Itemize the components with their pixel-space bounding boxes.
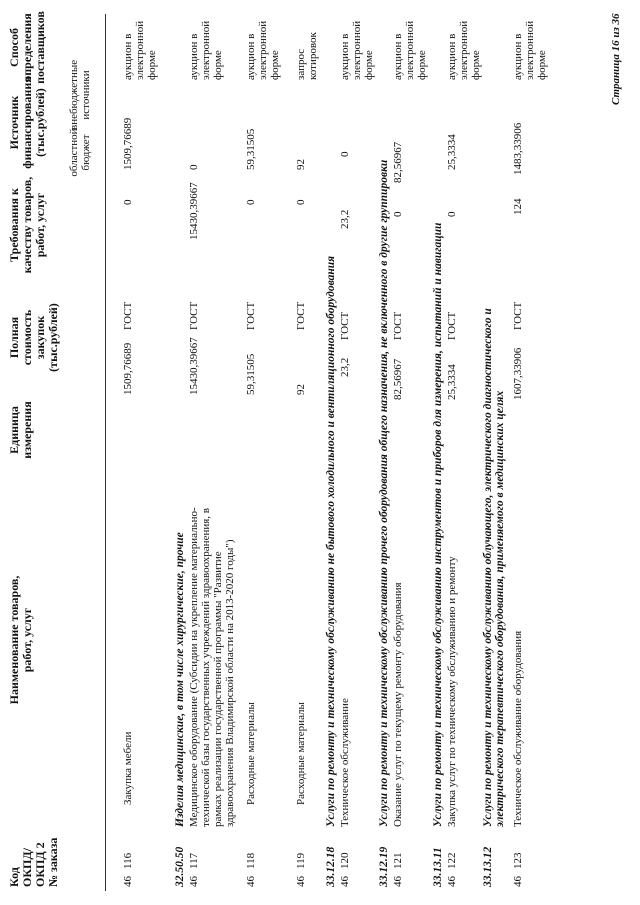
row-method: аукцион в электронной форме <box>245 20 281 80</box>
row-other: 25,3334 <box>446 134 458 170</box>
row-name: Расходные материалы <box>245 702 257 805</box>
row-num-1: 46 <box>188 876 200 887</box>
header-fin-budget <box>68 125 92 180</box>
header-code-line: ОКПД 2 <box>33 842 47 887</box>
row-cost: 1509,76689 <box>122 342 134 395</box>
header-divider <box>105 14 106 891</box>
row-num-1: 46 <box>245 876 257 887</box>
row-num-2: 123 <box>512 852 524 869</box>
section-code: 32.50.50 <box>174 846 186 887</box>
header-code-line: № заказа <box>46 837 60 887</box>
header-req-line: работ, услуг <box>33 192 47 258</box>
header-unit-line: Единица <box>7 406 21 454</box>
row-req: ГОСТ <box>188 301 200 330</box>
row-cost: 59,31505 <box>245 353 257 395</box>
header-fin-budget-line: бюджет <box>80 134 92 171</box>
row-name: Закупка услуг по техническому обслуживанию и ремонту <box>446 556 458 827</box>
row-num-2: 120 <box>339 852 351 869</box>
row-num-2: 117 <box>188 852 200 869</box>
section-title: Услуги по ремонту и техническому обслуживанию прочего оборудования общего назначения, не включенного в другие группировки <box>378 159 390 827</box>
row-num-1: 46 <box>122 876 134 887</box>
header-cost <box>8 290 60 385</box>
row-method: аукцион в электронной форме <box>392 20 428 80</box>
row-num-1: 46 <box>392 876 404 887</box>
header-unit <box>8 390 34 470</box>
header-name-line: Наименование товаров, <box>7 575 21 705</box>
header-fin-other-line: внебюджетные <box>68 59 80 130</box>
header-req-line: качеству товаров, <box>20 176 34 274</box>
row-cost: 23,2 <box>339 357 351 377</box>
page-number: Страница 16 из 36 <box>610 13 622 105</box>
section-code: 33.12.18 <box>325 846 337 887</box>
row-cost: 15430,39667 <box>188 337 200 395</box>
row-num-2: 122 <box>446 852 458 869</box>
section-code: 33.13.11 <box>432 847 444 887</box>
row-method: аукцион в электронной форме <box>122 20 158 80</box>
header-unit-line: измерения <box>20 401 34 459</box>
header-name <box>8 545 34 735</box>
row-method: аукцион в электронной форме <box>446 20 482 80</box>
row-budget: 0 <box>392 211 404 217</box>
row-name: Техническое обслуживание <box>339 698 351 827</box>
header-cost-line: (тыс.рублей) <box>46 303 60 372</box>
row-cost: 1607,33906 <box>512 347 524 400</box>
row-num-1: 46 <box>339 876 351 887</box>
row-req: ГОСТ <box>446 311 458 340</box>
row-req: ГОСТ <box>295 301 307 330</box>
row-req: ГОСТ <box>245 301 257 330</box>
header-code <box>8 817 60 887</box>
row-num-2: 116 <box>122 852 134 869</box>
row-cost: 82,56967 <box>392 358 404 400</box>
row-method: запрос котировок <box>295 32 319 80</box>
header-code-line: ОКПД/ <box>20 848 34 887</box>
row-name: Медицинское оборудование (Субсидии на укрепление материально-технической базы государственных учреждений здравоохранения, в рамках реализации государственной программы "Развитие здравоохранения Владимирской области на 2013-2020 годы") <box>188 507 236 827</box>
row-budget: 0 <box>295 199 307 205</box>
row-num-2: 119 <box>295 852 307 869</box>
section-title: Изделия медицинские, в том числе хирургические, прочие <box>174 532 186 827</box>
row-num-1: 46 <box>446 876 458 887</box>
row-cost: 25,3334 <box>446 364 458 400</box>
row-other: 59,31505 <box>245 128 257 170</box>
row-budget: 0 <box>245 199 257 205</box>
row-name: Техническое обслуживание оборудования <box>512 630 524 827</box>
row-other: 0 <box>188 164 200 170</box>
section-title: Услуги по ремонту и техническому обслуживанию не бытового холодильного и вентиляционного оборудования <box>325 255 337 827</box>
row-method: аукцион в электронной форме <box>512 20 548 80</box>
row-budget: 15430,39667 <box>188 182 200 240</box>
row-other: 0 <box>339 151 351 157</box>
header-fin-line: Источник <box>7 95 21 150</box>
section-code: 33.13.12 <box>482 846 494 887</box>
header-fin-other-line: источники <box>80 70 92 120</box>
row-other: 1483,33906 <box>512 122 524 175</box>
row-name: Оказание услуг по текущему ремонту оборудования <box>392 582 404 827</box>
row-cost: 92 <box>295 384 307 395</box>
header-cost-line: закупок <box>33 315 47 360</box>
row-budget: 23,2 <box>339 209 351 229</box>
row-other: 82,56967 <box>392 141 404 183</box>
row-method: аукцион в электронной форме <box>188 20 224 80</box>
header-req-line: Требования к <box>7 188 21 262</box>
header-cost-line: Полная <box>7 316 21 359</box>
row-req: ГОСТ <box>392 311 404 340</box>
header-method-line: Способ <box>7 28 21 67</box>
header-req <box>8 170 47 280</box>
header-method-line: поставщиков <box>33 11 47 84</box>
row-req: ГОСТ <box>122 301 134 330</box>
section-code: 33.12.19 <box>378 846 390 887</box>
row-budget: 0 <box>122 199 134 205</box>
header-fin-line: (тыс.рублей) <box>33 88 47 157</box>
section-title: Услуги по ремонту и техническому обслуживанию инструментов и приборов для измерения, испытаний и навигации <box>432 222 444 827</box>
header-name-line: работ, услуг <box>20 607 34 673</box>
header-cost-line: стоимость <box>20 309 34 366</box>
row-num-1: 46 <box>512 876 524 887</box>
header-fin-budget-line: областной <box>68 128 80 177</box>
section-title: Услуги по ремонту и техническому обслуживанию облучающего, электрического диагностического и электрического терапевтического оборудования, применяемого в медицинских целях <box>482 308 506 827</box>
header-method-line: определения <box>20 13 34 82</box>
header-method <box>8 5 47 90</box>
row-method: аукцион в электронной форме <box>339 20 375 80</box>
row-num-2: 121 <box>392 852 404 869</box>
row-other: 1509,76689 <box>122 117 134 170</box>
row-num-2: 118 <box>245 852 257 869</box>
header-fin-line: финансирования <box>20 76 34 169</box>
header-code-line: Код <box>7 867 21 887</box>
row-other: 92 <box>295 159 307 170</box>
row-req: ГОСТ <box>339 311 351 340</box>
row-budget: 0 <box>446 211 458 217</box>
row-req: ГОСТ <box>512 301 524 330</box>
row-name: Закупка мебели <box>122 731 134 805</box>
row-name: Расходные материалы <box>295 702 307 805</box>
row-num-1: 46 <box>295 876 307 887</box>
header-fin-other <box>68 60 92 130</box>
row-budget: 124 <box>512 198 524 215</box>
